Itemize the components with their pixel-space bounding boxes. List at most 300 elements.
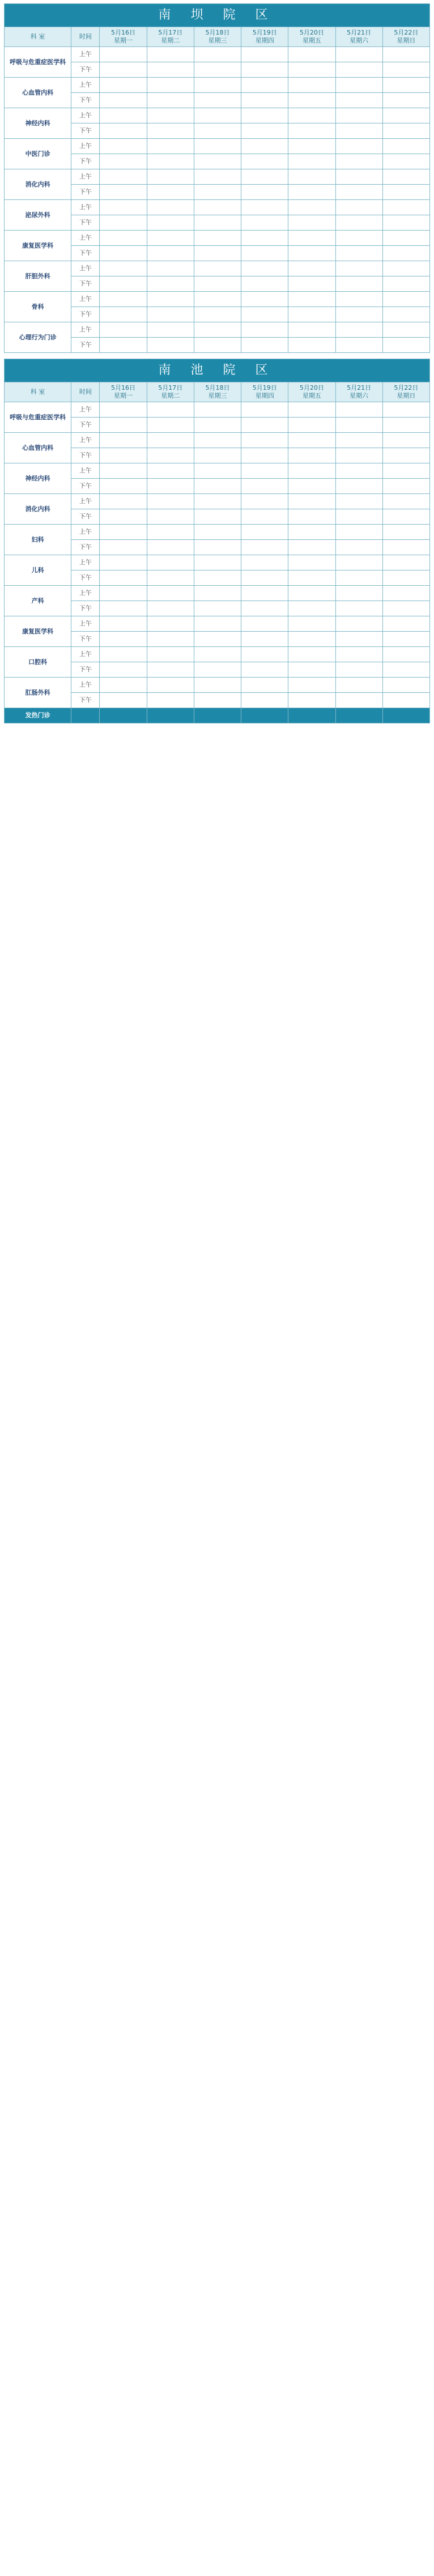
session-time: 上午 <box>71 200 100 215</box>
session-time: 下午 <box>71 154 100 169</box>
day-column-header <box>100 382 147 402</box>
doctor-cell <box>100 601 147 616</box>
doctor-cell <box>100 307 147 322</box>
doctor-cell <box>288 570 335 586</box>
time-column-header: 时间 <box>71 27 100 47</box>
department-name: 康复医学科 <box>5 231 71 261</box>
doctor-cell <box>335 276 382 292</box>
doctor-cell <box>100 433 147 448</box>
doctor-cell <box>335 47 382 62</box>
department-name: 心血管内科 <box>5 78 71 108</box>
roster-row <box>5 139 430 154</box>
doctor-cell <box>241 463 288 479</box>
session-time: 上午 <box>71 47 100 62</box>
doctor-cell <box>147 322 194 338</box>
doctor-cell <box>194 292 241 307</box>
day-weekday: 星期一 <box>114 37 133 44</box>
doctor-cell <box>382 108 429 124</box>
doctor-cell <box>382 708 429 723</box>
doctor-cell <box>194 678 241 693</box>
doctor-cell <box>382 402 429 418</box>
day-column-header <box>194 27 241 47</box>
doctor-cell <box>241 62 288 78</box>
doctor-cell <box>100 78 147 93</box>
doctor-cell <box>147 678 194 693</box>
doctor-cell <box>100 479 147 494</box>
doctor-cell <box>288 647 335 662</box>
doctor-cell <box>335 525 382 540</box>
doctor-cell <box>147 586 194 601</box>
doctor-cell <box>100 154 147 169</box>
doctor-cell <box>335 185 382 200</box>
day-date: 5月17日 <box>158 29 183 36</box>
doctor-cell <box>335 448 382 463</box>
roster-row <box>5 47 430 62</box>
campus-title: 南 坝 院 区 <box>4 3 430 27</box>
doctor-cell <box>194 276 241 292</box>
doctor-cell <box>382 215 429 231</box>
day-weekday: 星期一 <box>114 392 133 399</box>
roster-row <box>5 108 430 124</box>
session-time: 上午 <box>71 139 100 154</box>
doctor-cell <box>147 62 194 78</box>
department-name: 泌尿外科 <box>5 200 71 231</box>
session-time: 下午 <box>71 570 100 586</box>
doctor-cell <box>147 647 194 662</box>
doctor-cell <box>100 402 147 418</box>
doctor-cell <box>194 338 241 353</box>
doctor-cell <box>382 693 429 708</box>
doctor-cell <box>100 570 147 586</box>
roster-row <box>5 402 430 418</box>
day-date: 5月16日 <box>111 384 136 391</box>
roster-row <box>5 586 430 601</box>
roster-row <box>5 169 430 185</box>
roster-row <box>5 261 430 276</box>
session-time: 下午 <box>71 448 100 463</box>
doctor-cell <box>147 307 194 322</box>
session-time: 上午 <box>71 647 100 662</box>
doctor-cell <box>335 570 382 586</box>
doctor-cell <box>194 261 241 276</box>
doctor-cell <box>335 108 382 124</box>
doctor-cell <box>194 418 241 433</box>
day-date: 5月20日 <box>299 29 324 36</box>
doctor-cell <box>335 246 382 261</box>
doctor-cell <box>194 479 241 494</box>
day-weekday: 星期二 <box>161 392 180 399</box>
doctor-cell <box>241 124 288 139</box>
duty-roster-table <box>4 27 430 353</box>
session-time: 下午 <box>71 540 100 555</box>
session-time: 下午 <box>71 632 100 647</box>
session-time: 上午 <box>71 433 100 448</box>
doctor-cell <box>382 479 429 494</box>
doctor-cell <box>335 231 382 246</box>
doctor-cell <box>382 418 429 433</box>
doctor-cell <box>241 276 288 292</box>
doctor-cell <box>194 108 241 124</box>
day-weekday: 星期日 <box>397 37 416 44</box>
doctor-cell <box>288 108 335 124</box>
doctor-cell <box>288 662 335 678</box>
doctor-cell <box>241 708 288 723</box>
roster-row <box>5 200 430 215</box>
doctor-cell <box>288 586 335 601</box>
department-name: 神经内科 <box>5 463 71 494</box>
doctor-cell <box>335 139 382 154</box>
doctor-cell <box>241 215 288 231</box>
doctor-cell <box>100 418 147 433</box>
doctor-cell <box>241 433 288 448</box>
day-weekday: 星期六 <box>350 37 369 44</box>
doctor-cell <box>194 540 241 555</box>
doctor-cell <box>335 586 382 601</box>
doctor-cell <box>288 231 335 246</box>
day-date: 5月18日 <box>205 384 230 391</box>
doctor-cell <box>241 448 288 463</box>
doctor-cell <box>100 509 147 525</box>
doctor-cell <box>382 632 429 647</box>
session-time: 上午 <box>71 261 100 276</box>
doctor-cell <box>147 418 194 433</box>
doctor-cell <box>194 448 241 463</box>
session-time: 上午 <box>71 494 100 509</box>
doctor-cell <box>194 601 241 616</box>
campus-title: 南 池 院 区 <box>4 359 430 382</box>
doctor-cell <box>100 93 147 108</box>
session-time: 上午 <box>71 169 100 185</box>
roster-row <box>5 708 430 723</box>
doctor-cell <box>194 402 241 418</box>
doctor-cell <box>100 693 147 708</box>
doctor-cell <box>100 124 147 139</box>
doctor-cell <box>194 662 241 678</box>
doctor-cell <box>241 169 288 185</box>
doctor-cell <box>288 338 335 353</box>
doctor-cell <box>382 448 429 463</box>
day-weekday: 星期三 <box>208 392 227 399</box>
doctor-cell <box>100 292 147 307</box>
session-time: 下午 <box>71 185 100 200</box>
day-column-header <box>382 27 429 47</box>
doctor-cell <box>241 632 288 647</box>
doctor-cell <box>147 540 194 555</box>
doctor-cell <box>335 215 382 231</box>
doctor-cell <box>241 322 288 338</box>
roster-row <box>5 494 430 509</box>
doctor-cell <box>100 647 147 662</box>
doctor-cell <box>288 448 335 463</box>
doctor-cell <box>241 418 288 433</box>
department-name: 中医门诊 <box>5 139 71 169</box>
session-time: 下午 <box>71 93 100 108</box>
session-time: 下午 <box>71 418 100 433</box>
doctor-cell <box>147 246 194 261</box>
day-date: 5月19日 <box>252 29 277 36</box>
doctor-cell <box>288 678 335 693</box>
doctor-cell <box>335 124 382 139</box>
doctor-cell <box>147 154 194 169</box>
doctor-cell <box>382 124 429 139</box>
doctor-cell <box>147 601 194 616</box>
doctor-cell <box>241 93 288 108</box>
doctor-cell <box>382 616 429 632</box>
doctor-cell <box>194 509 241 525</box>
doctor-cell <box>194 139 241 154</box>
day-column-header <box>288 382 335 402</box>
doctor-cell <box>382 322 429 338</box>
doctor-cell <box>382 246 429 261</box>
doctor-cell <box>147 108 194 124</box>
doctor-cell <box>147 494 194 509</box>
day-weekday: 星期四 <box>255 392 274 399</box>
doctor-cell <box>335 261 382 276</box>
doctor-cell <box>288 93 335 108</box>
doctor-cell <box>194 322 241 338</box>
doctor-cell <box>241 292 288 307</box>
doctor-cell <box>194 200 241 215</box>
doctor-cell <box>147 662 194 678</box>
doctor-cell <box>100 555 147 570</box>
doctor-cell <box>335 555 382 570</box>
doctor-cell <box>194 570 241 586</box>
session-time: 上午 <box>71 555 100 570</box>
doctor-cell <box>382 62 429 78</box>
doctor-cell <box>241 555 288 570</box>
doctor-cell <box>335 78 382 93</box>
day-column-header <box>194 382 241 402</box>
session-time: 下午 <box>71 276 100 292</box>
day-date: 5月18日 <box>205 29 230 36</box>
dept-column-header: 科 室 <box>5 382 71 402</box>
day-weekday: 星期二 <box>161 37 180 44</box>
doctor-cell <box>288 433 335 448</box>
doctor-cell <box>194 708 241 723</box>
department-name: 呼吸与危重症医学科 <box>5 47 71 78</box>
doctor-cell <box>288 169 335 185</box>
doctor-cell <box>100 525 147 540</box>
doctor-cell <box>147 448 194 463</box>
doctor-cell <box>147 93 194 108</box>
department-name: 骨科 <box>5 292 71 322</box>
doctor-cell <box>335 292 382 307</box>
department-name: 消化内科 <box>5 169 71 200</box>
doctor-cell <box>288 494 335 509</box>
doctor-cell <box>288 47 335 62</box>
department-name: 产科 <box>5 586 71 616</box>
day-weekday: 星期六 <box>350 392 369 399</box>
doctor-cell <box>194 47 241 62</box>
doctor-cell <box>382 78 429 93</box>
doctor-cell <box>241 693 288 708</box>
session-time: 下午 <box>71 509 100 525</box>
doctor-cell <box>100 246 147 261</box>
doctor-cell <box>335 418 382 433</box>
doctor-cell <box>382 662 429 678</box>
roster-row <box>5 292 430 307</box>
doctor-cell <box>335 433 382 448</box>
day-column-header <box>147 382 194 402</box>
doctor-cell <box>147 78 194 93</box>
dept-column-header: 科 室 <box>5 27 71 47</box>
department-name: 发热门诊 <box>5 708 71 723</box>
day-date: 5月21日 <box>347 384 372 391</box>
doctor-cell <box>241 139 288 154</box>
doctor-cell <box>288 555 335 570</box>
session-time: 下午 <box>71 601 100 616</box>
doctor-cell <box>335 662 382 678</box>
doctor-cell <box>147 338 194 353</box>
department-name: 肝胆外科 <box>5 261 71 292</box>
doctor-cell <box>335 647 382 662</box>
doctor-cell <box>100 215 147 231</box>
doctor-cell <box>382 47 429 62</box>
department-name: 肛肠外科 <box>5 678 71 708</box>
session-time: 上午 <box>71 586 100 601</box>
doctor-cell <box>382 231 429 246</box>
doctor-cell <box>241 601 288 616</box>
doctor-cell <box>288 307 335 322</box>
doctor-cell <box>288 124 335 139</box>
doctor-cell <box>147 479 194 494</box>
doctor-cell <box>241 494 288 509</box>
department-name: 心理行为门诊 <box>5 322 71 353</box>
doctor-cell <box>288 601 335 616</box>
doctor-cell <box>241 525 288 540</box>
roster-row <box>5 647 430 662</box>
doctor-cell <box>241 616 288 632</box>
doctor-cell <box>382 292 429 307</box>
roster-row <box>5 322 430 338</box>
doctor-cell <box>382 509 429 525</box>
doctor-cell <box>194 616 241 632</box>
doctor-cell <box>382 139 429 154</box>
department-name: 妇科 <box>5 525 71 555</box>
doctor-cell <box>241 200 288 215</box>
day-date: 5月19日 <box>252 384 277 391</box>
doctor-cell <box>241 662 288 678</box>
doctor-cell <box>147 708 194 723</box>
doctor-cell <box>194 494 241 509</box>
roster-row <box>5 463 430 479</box>
doctor-cell <box>288 261 335 276</box>
doctor-cell <box>100 231 147 246</box>
department-name: 神经内科 <box>5 108 71 139</box>
doctor-cell <box>288 693 335 708</box>
doctor-cell <box>147 525 194 540</box>
doctor-cell <box>288 154 335 169</box>
doctor-cell <box>288 402 335 418</box>
day-column-header <box>335 27 382 47</box>
doctor-cell <box>194 78 241 93</box>
doctor-cell <box>194 693 241 708</box>
doctor-cell <box>288 616 335 632</box>
day-date: 5月16日 <box>111 29 136 36</box>
roster-row <box>5 231 430 246</box>
doctor-cell <box>335 509 382 525</box>
doctor-cell <box>147 632 194 647</box>
doctor-cell <box>100 169 147 185</box>
doctor-cell <box>241 570 288 586</box>
doctor-cell <box>100 338 147 353</box>
doctor-cell <box>335 494 382 509</box>
doctor-cell <box>147 433 194 448</box>
doctor-cell <box>100 322 147 338</box>
day-date: 5月21日 <box>347 29 372 36</box>
doctor-cell <box>241 185 288 200</box>
doctor-cell <box>241 231 288 246</box>
doctor-cell <box>100 200 147 215</box>
doctor-cell <box>241 307 288 322</box>
doctor-cell <box>194 124 241 139</box>
doctor-cell <box>147 555 194 570</box>
doctor-cell <box>241 47 288 62</box>
doctor-cell <box>288 708 335 723</box>
day-column-header <box>288 27 335 47</box>
session-time: 上午 <box>71 292 100 307</box>
doctor-cell <box>147 402 194 418</box>
day-date: 5月22日 <box>394 384 419 391</box>
session-time: 下午 <box>71 215 100 231</box>
doctor-cell <box>147 261 194 276</box>
doctor-cell <box>194 231 241 246</box>
doctor-cell <box>382 678 429 693</box>
doctor-cell <box>382 647 429 662</box>
doctor-cell <box>147 292 194 307</box>
doctor-cell <box>241 108 288 124</box>
doctor-cell <box>241 246 288 261</box>
doctor-cell <box>335 708 382 723</box>
doctor-cell <box>335 678 382 693</box>
doctor-cell <box>335 402 382 418</box>
doctor-cell <box>335 601 382 616</box>
day-column-header <box>335 382 382 402</box>
doctor-cell <box>194 555 241 570</box>
doctor-cell <box>100 540 147 555</box>
doctor-cell <box>194 463 241 479</box>
doctor-cell <box>382 555 429 570</box>
day-date: 5月17日 <box>158 384 183 391</box>
doctor-cell <box>382 525 429 540</box>
doctor-cell <box>288 215 335 231</box>
doctor-cell <box>100 62 147 78</box>
session-time: 下午 <box>71 124 100 139</box>
doctor-cell <box>288 322 335 338</box>
day-column-header <box>241 27 288 47</box>
doctor-cell <box>335 693 382 708</box>
doctor-cell <box>335 93 382 108</box>
doctor-cell <box>241 647 288 662</box>
doctor-cell <box>194 154 241 169</box>
doctor-cell <box>100 708 147 723</box>
day-weekday: 星期三 <box>208 37 227 44</box>
campus-section <box>4 359 430 723</box>
doctor-cell <box>382 586 429 601</box>
session-time: 下午 <box>71 62 100 78</box>
day-column-header <box>241 382 288 402</box>
doctor-cell <box>335 479 382 494</box>
doctor-cell <box>382 276 429 292</box>
doctor-cell <box>335 616 382 632</box>
roster-row <box>5 616 430 632</box>
doctor-cell <box>241 338 288 353</box>
doctor-cell <box>241 678 288 693</box>
doctor-cell <box>382 601 429 616</box>
day-weekday: 星期五 <box>302 37 321 44</box>
doctor-cell <box>100 276 147 292</box>
doctor-cell <box>382 154 429 169</box>
